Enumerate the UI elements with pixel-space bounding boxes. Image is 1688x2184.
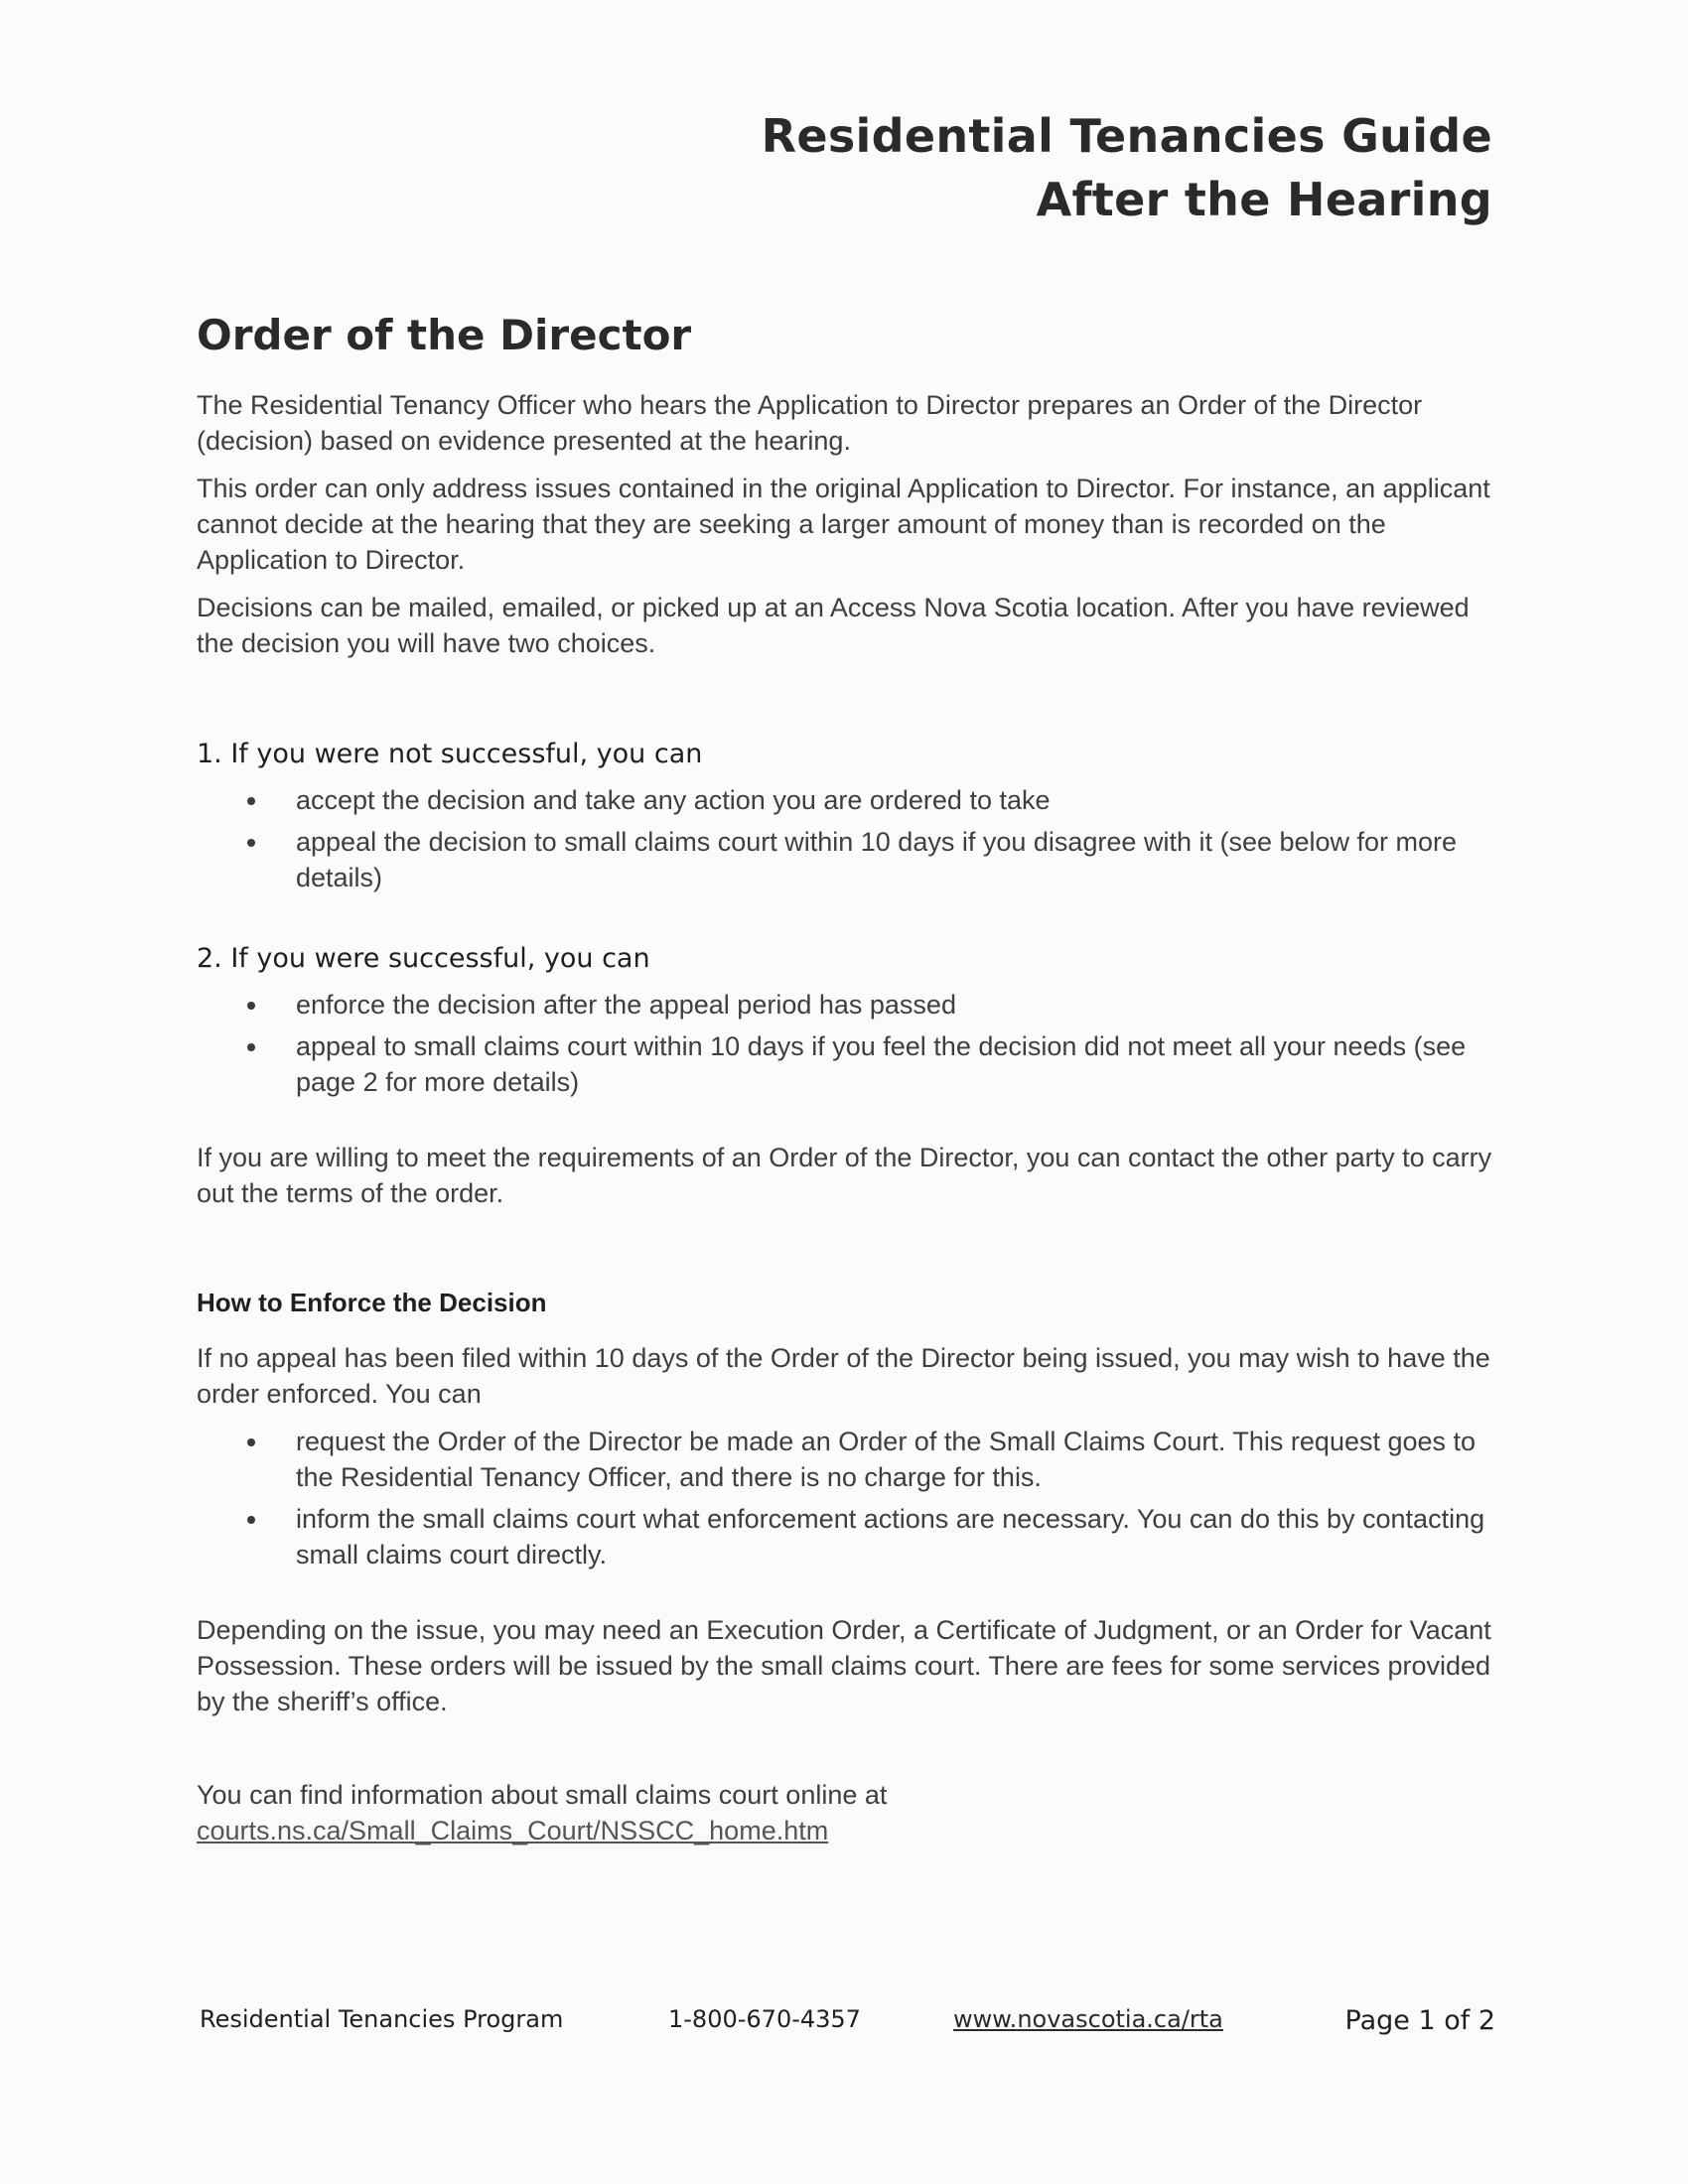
list-item [197,1424,1497,1495]
page-footer [200,2005,1495,2045]
footer-phone: 1-800-670-4357 [668,2005,861,2033]
info-prefix: You can find information about small claims court online at [197,1780,888,1810]
header-title-line1: Residential Tenancies Guide [761,109,1492,163]
document-header [762,104,1492,231]
list-item [197,987,1497,1023]
paragraph-enforce-intro: If no appeal has been filed within 10 days of the Order of the Director being issued, you may wish to have the order enforced. You can [197,1343,1490,1409]
bullet-icon [247,1043,255,1051]
list-item [197,824,1497,895]
footer-page-number: Page 1 of 2 [1344,2005,1495,2036]
bullet-icon [247,1516,255,1524]
paragraph-depending: Depending on the issue, you may need an Execution Order, a Certificate of Judgment, or an Order for Vacant Possession. These orders will be issued by the small claims court. There are fees for some services provided by the sheriff’s office. [197,1615,1491,1716]
list-item [197,782,1497,818]
list-item-text: appeal to small claims court within 10 days if you feel the decision did not meet all your needs (see page 2 for more details) [296,1031,1467,1097]
small-claims-link[interactable]: courts.ns.ca/Small_Claims_Court/NSSCC_home.htm [197,1816,829,1845]
list-item [197,1501,1497,1572]
choice1-list [197,782,1497,895]
bullet-icon [247,797,255,805]
bullet-icon [247,1002,255,1010]
list-item-text: request the Order of the Director be made an Order of the Small Claims Court. This request goes to the Residential Tenancy Officer, and there is no charge for this. [296,1427,1477,1492]
paragraph-scope: This order can only address issues contained in the original Application to Director. For instance, an applicant cannot decide at the hearing that they are seeking a larger amount of money than is recorded on the Application to Director. [197,474,1490,575]
choice2-list [197,987,1497,1100]
list-item-text: appeal the decision to small claims court within 10 days if you disagree with it (see below for more details) [296,827,1458,892]
footer-program: Residential Tenancies Program [200,2005,564,2033]
enforce-list [197,1424,1497,1572]
paragraph-intro: The Residential Tenancy Officer who hears the Application to Director prepares an Order of the Director (decision) based on evidence presented at the hearing. [197,390,1423,456]
header-title-line2: After the Hearing [1036,173,1492,226]
enforce-heading: How to Enforce the Decision [197,1288,547,1317]
bullet-icon [247,1438,255,1446]
section-title: Order of the Director [197,311,692,359]
list-item-text: inform the small claims court what enforcement actions are necessary. You can do this by contacting small claims court directly. [296,1504,1485,1570]
choice1-heading: 1. If you were not successful, you can [197,739,703,769]
list-item [197,1028,1497,1100]
paragraph-info [197,1777,1497,1848]
list-item-text: accept the decision and take any action you are ordered to take [296,785,1051,815]
main-content [197,308,1497,1860]
bullet-icon [247,839,255,847]
list-item-text: enforce the decision after the appeal period has passed [296,990,956,1020]
choice2-heading: 2. If you were successful, you can [197,943,650,974]
paragraph-delivery: Decisions can be mailed, emailed, or picked up at an Access Nova Scotia location. After you have reviewed the decision you will have two choices. [197,593,1470,658]
footer-website-link[interactable]: www.novascotia.ca/rta [953,2005,1223,2033]
paragraph-willing: If you are willing to meet the requirements of an Order of the Director, you can contact the other party to carry out the terms of the order. [197,1143,1492,1208]
